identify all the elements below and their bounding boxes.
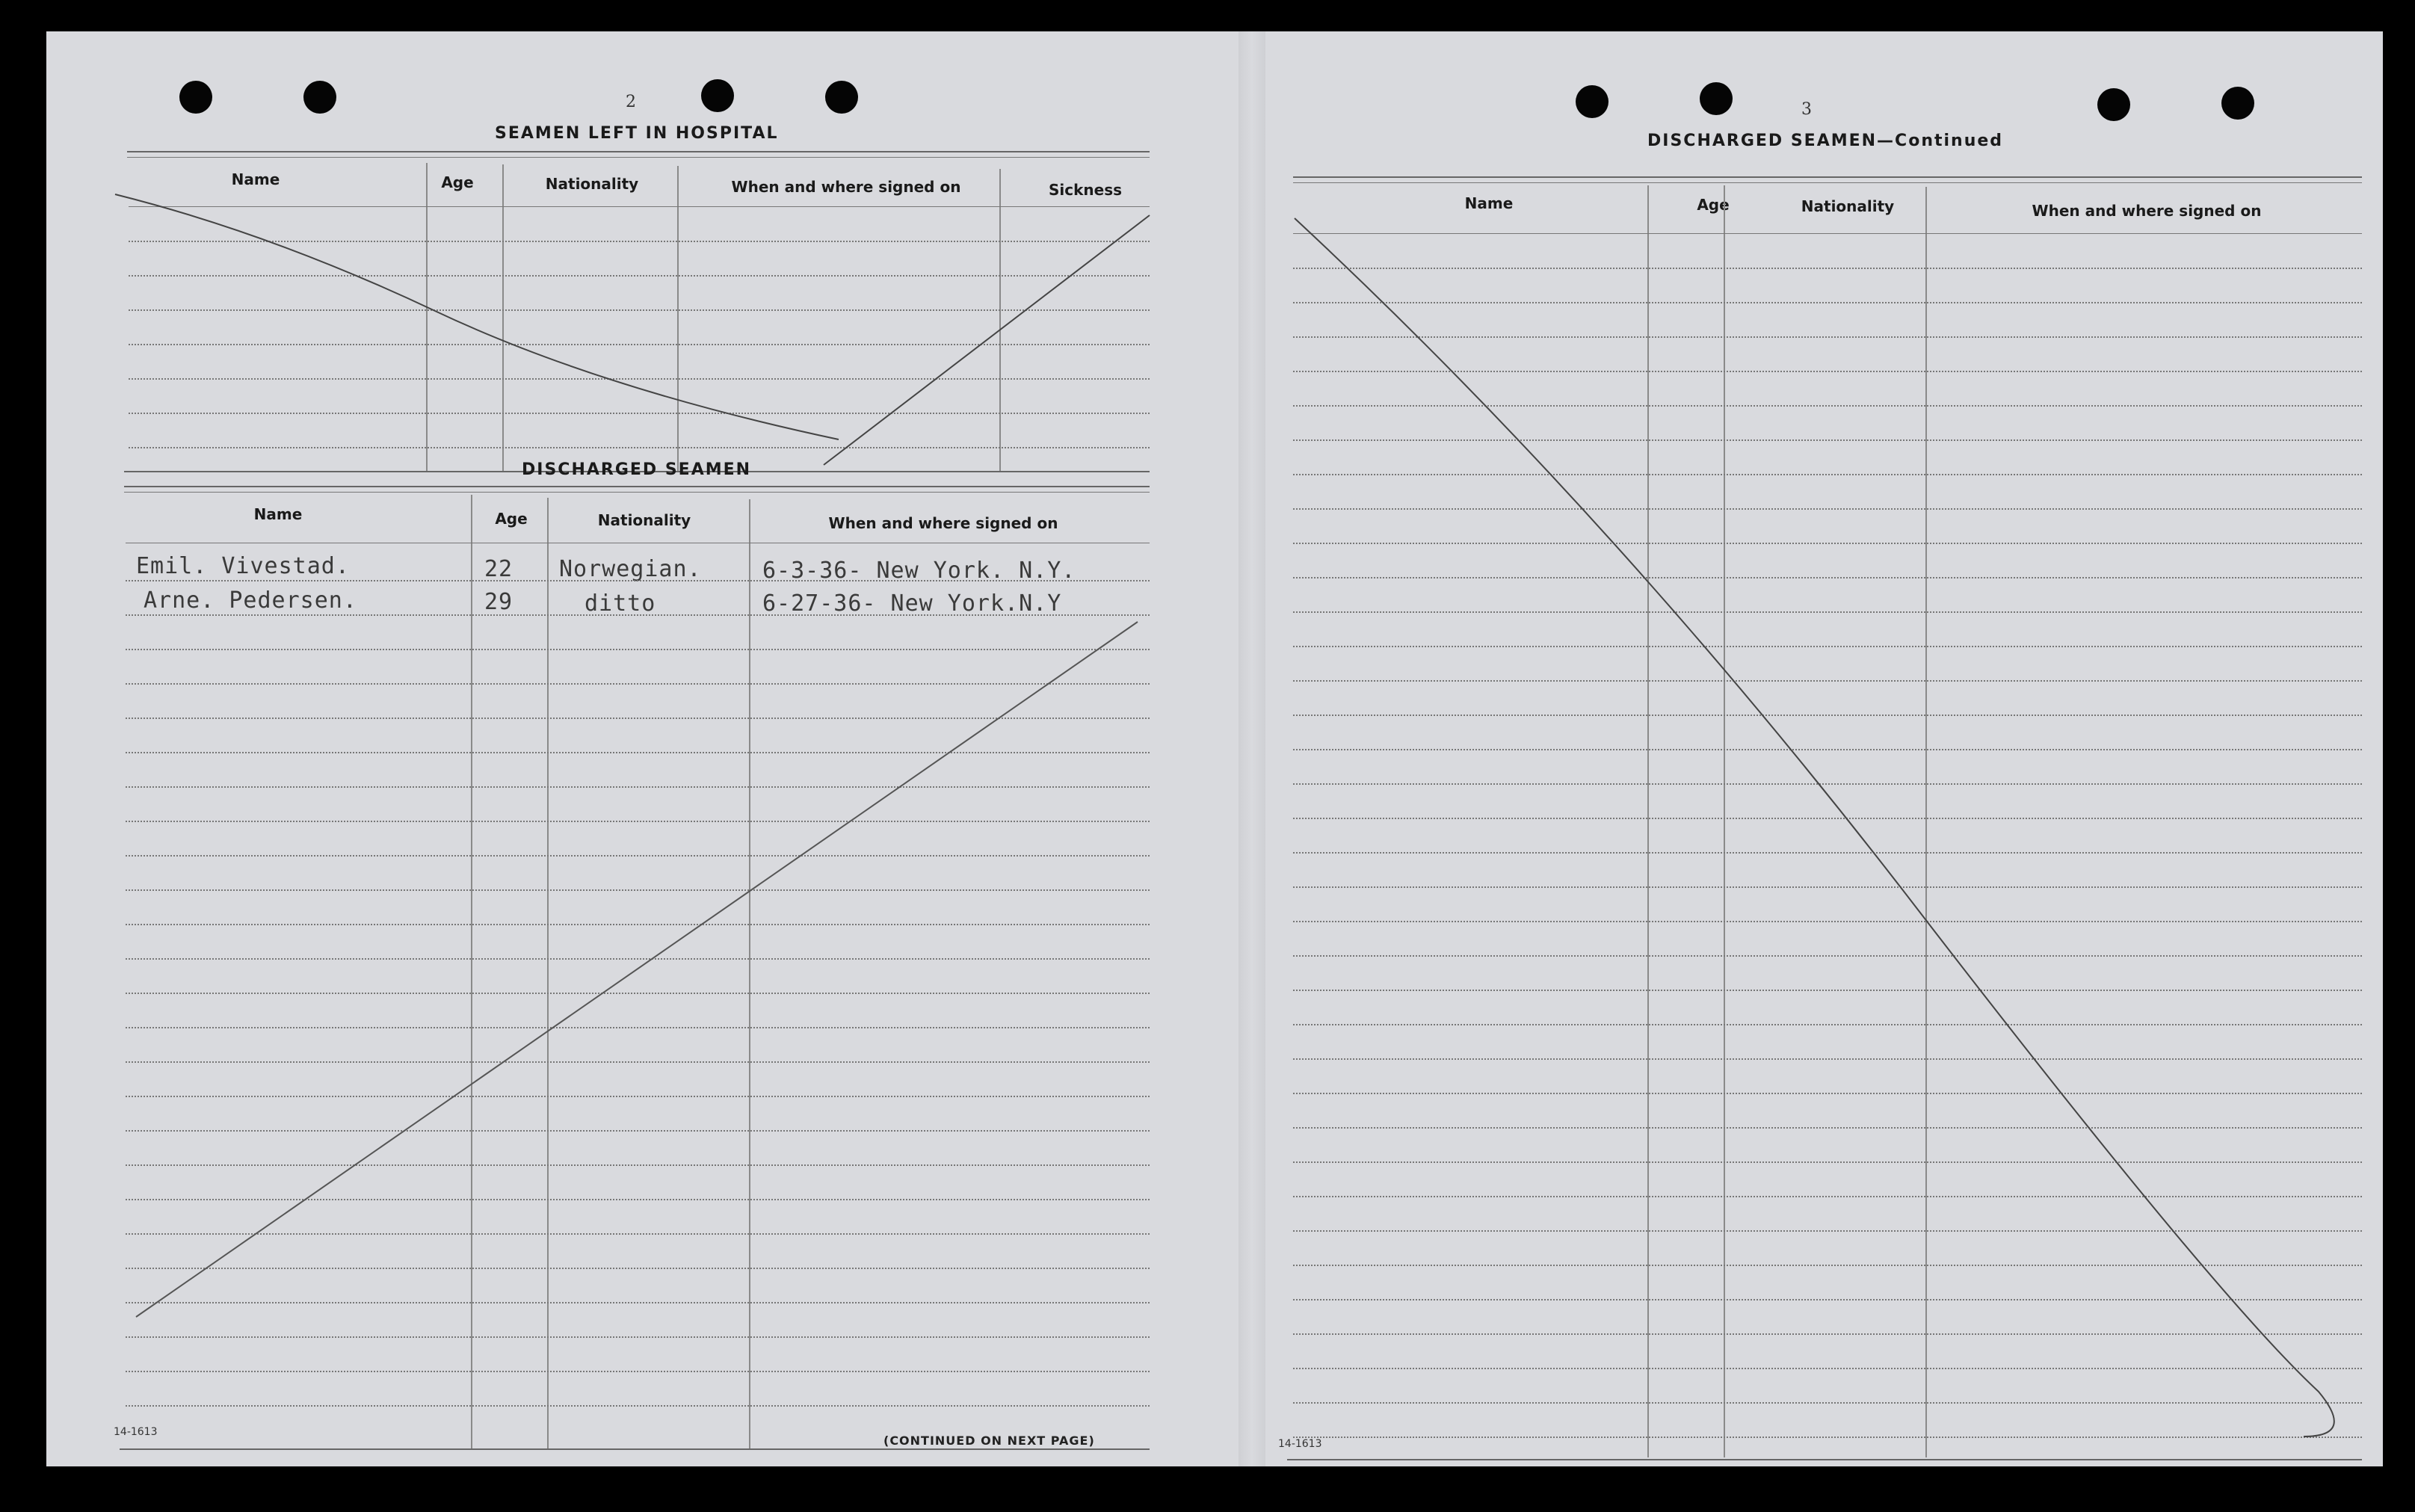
entry-name: Emil. Vivestad. (136, 553, 350, 579)
hospital-section-title: SEAMEN LEFT IN HOSPITAL (495, 124, 779, 143)
col-header-nationality: Nationality (597, 511, 691, 529)
col-header-signed-on: When and where signed on (731, 178, 961, 196)
col-header-name: Name (1464, 194, 1514, 212)
entry-nationality: ditto (585, 590, 656, 617)
entry-age: 22 (484, 556, 513, 582)
entry-nationality: Norwegian. (559, 556, 702, 582)
col-header-nationality: Nationality (1801, 197, 1895, 215)
col-header-signed-on: When and where signed on (2032, 202, 2262, 220)
discharged-continued-title: DISCHARGED SEAMEN—Continued (1647, 132, 2004, 150)
cancellation-strokes (46, 31, 2383, 1466)
form-number: 14-1613 (1278, 1438, 1322, 1450)
col-header-age: Age (495, 510, 528, 528)
col-header-age: Age (441, 173, 474, 191)
page-number: 3 (1801, 100, 1812, 119)
page-number: 2 (626, 93, 636, 111)
entry-signed-on: 6-3-36- New York. N.Y. (762, 558, 1076, 584)
hospital-cancel-stroke (824, 215, 1150, 465)
col-header-nationality: Nationality (545, 175, 639, 193)
continued-cancel-stroke (1295, 218, 2334, 1437)
discharged-section-title: DISCHARGED SEAMEN (522, 460, 752, 479)
continued-note: (CONTINUED ON NEXT PAGE) (883, 1434, 1095, 1448)
col-header-age: Age (1697, 196, 1730, 214)
entry-name: Arne. Pedersen. (144, 587, 357, 614)
col-header-signed-on: When and where signed on (828, 514, 1058, 532)
hospital-cancel-stroke (115, 194, 839, 439)
discharged-cancel-stroke (136, 622, 1138, 1317)
col-header-sickness: Sickness (1048, 181, 1123, 199)
ledger-sheet (46, 31, 2383, 1466)
form-number: 14-1613 (114, 1426, 158, 1438)
entry-signed-on: 6-27-36- New York.N.Y (762, 590, 1062, 617)
col-header-name: Name (253, 505, 303, 523)
col-header-name: Name (231, 170, 280, 188)
entry-age: 29 (484, 589, 513, 615)
